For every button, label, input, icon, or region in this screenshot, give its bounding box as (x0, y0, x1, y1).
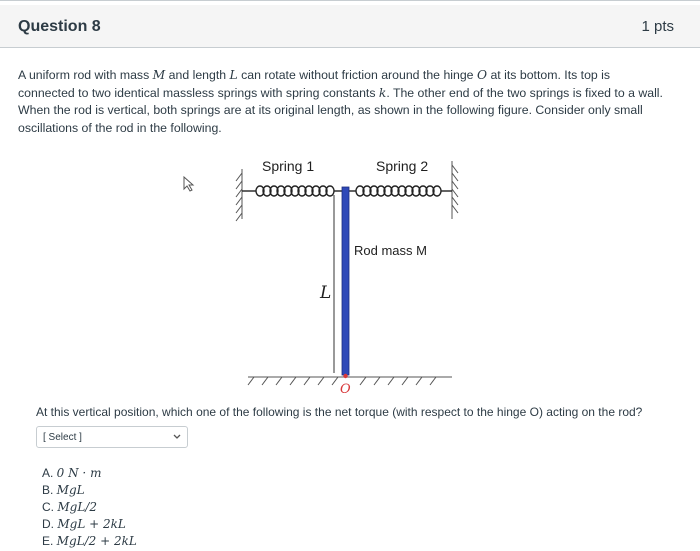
question-title: Question 8 (18, 18, 101, 35)
cursor-icon (184, 177, 193, 191)
var-spring-constant: k (378, 85, 387, 100)
var-length: L (229, 68, 238, 82)
var-hinge: O (476, 68, 488, 82)
right-wall (452, 161, 458, 219)
spring-2 (348, 186, 452, 196)
choice-c (42, 499, 137, 516)
left-wall (236, 169, 242, 221)
rod (342, 187, 349, 375)
choice-expr: 0 N · m (56, 466, 102, 480)
choice-b (42, 482, 137, 499)
text-part: . The other end of the two springs is fixed to a wall. When the rod is vertical, both springs are at its original length, as shown in the following figure. Consider only small oscillations of the rod in the following. (18, 85, 663, 135)
answer-choices (42, 465, 137, 550)
choice-letter: A. (42, 466, 57, 480)
choice-expr: MgL (56, 483, 85, 497)
choice-e (42, 533, 137, 550)
choice-expr: MgL + 2kL (57, 517, 126, 531)
question-prompt: At this vertical position, which one of the following is the net torque (with respect to the hinge O) acting on the rod? (36, 405, 643, 419)
chevron-down-icon (171, 430, 183, 444)
question-text (18, 67, 668, 137)
question-header (0, 5, 700, 48)
rod-spring-figure (170, 151, 490, 401)
length-label: L (320, 283, 332, 303)
spring-1-label: Spring 1 (262, 158, 315, 174)
choice-expr: MgL/2 (57, 500, 97, 514)
spring-2-label: Spring 2 (376, 158, 429, 174)
question-points: 1 pts (641, 18, 674, 35)
choice-letter: D. (42, 517, 58, 531)
choice-letter: B. (42, 483, 57, 497)
answer-select[interactable] (36, 426, 188, 448)
text-part: can rotate without friction around the hinge (237, 68, 477, 82)
select-label: [ Select ] (43, 432, 82, 443)
choice-letter: E. (42, 534, 57, 548)
spring-1 (242, 186, 342, 196)
choice-d (42, 516, 137, 533)
hinge-label: O (340, 382, 351, 397)
var-mass: M (152, 68, 166, 82)
rod-label: Rod mass M (354, 243, 427, 258)
text-part: A uniform rod with mass (18, 68, 153, 82)
choice-expr: MgL/2 + 2kL (56, 534, 137, 548)
choice-a (42, 465, 137, 482)
text-part: at its bottom. Its top is connected to two identical massless springs with spring constants (18, 68, 611, 100)
choice-letter: C. (42, 500, 58, 514)
text-part: and length (165, 68, 230, 82)
hinge (343, 374, 347, 378)
